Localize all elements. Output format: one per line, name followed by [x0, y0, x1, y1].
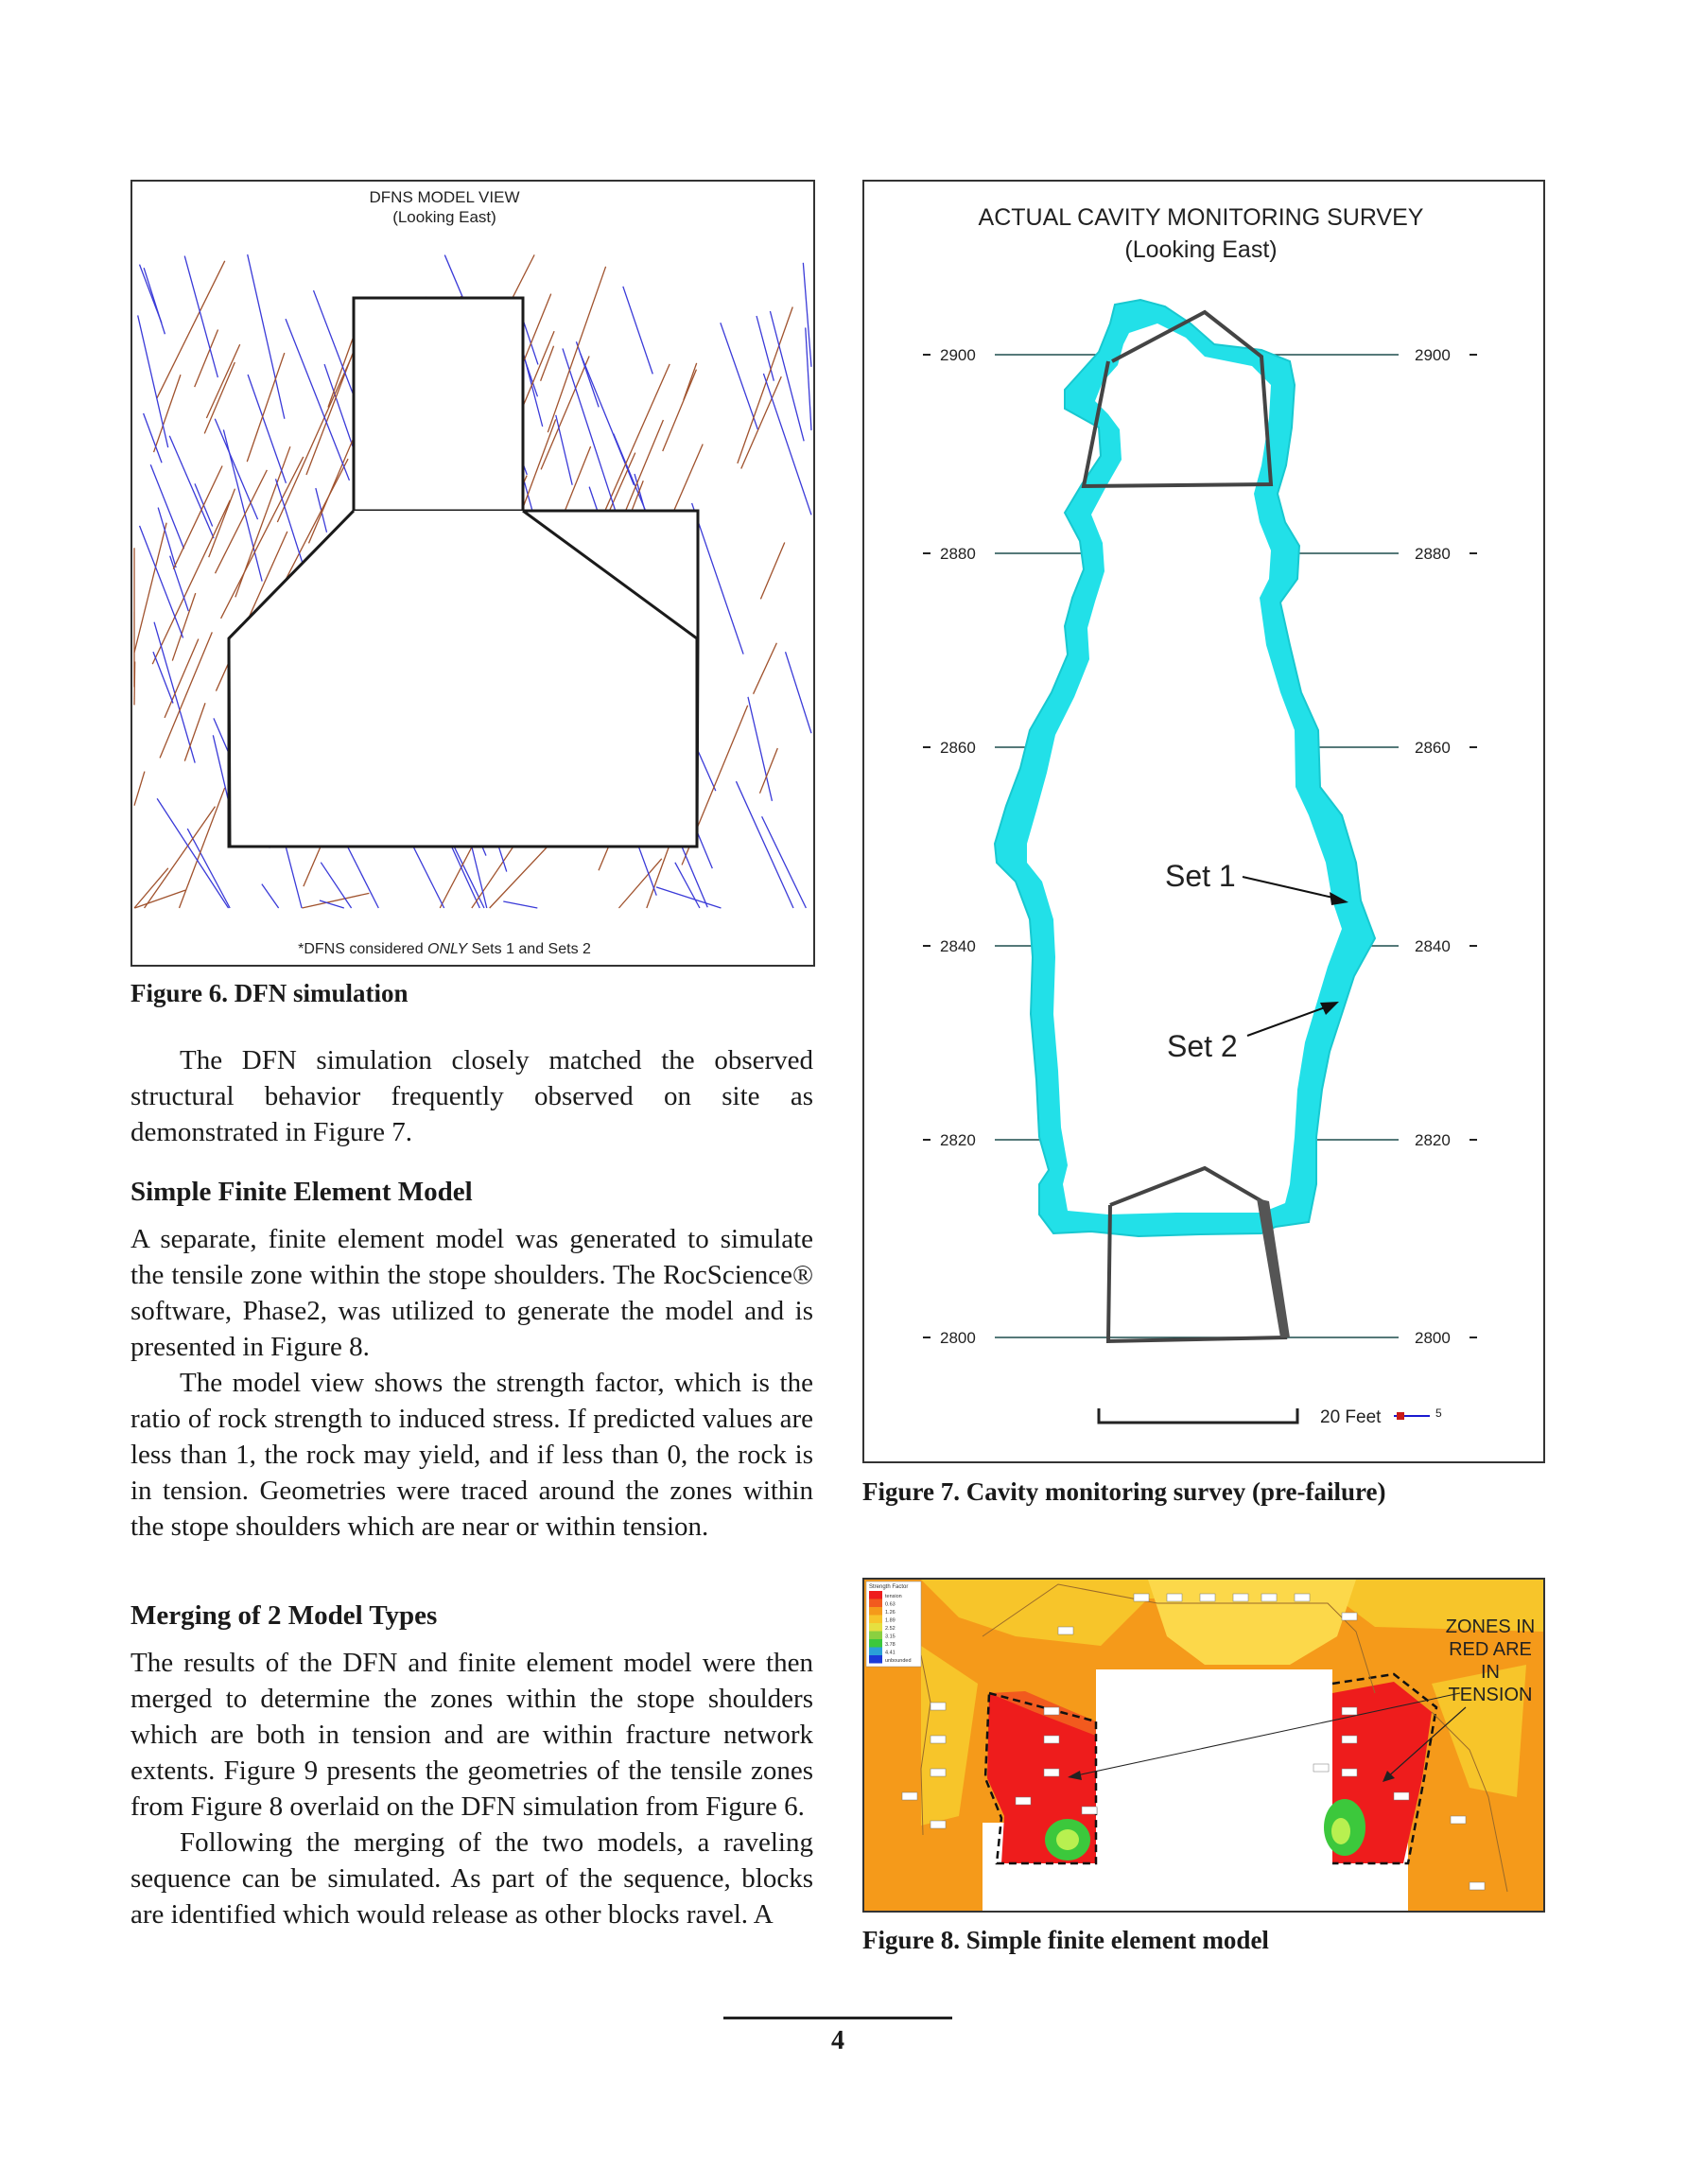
annotation-line4: TENSION: [1448, 1685, 1533, 1705]
value-tag: [930, 1821, 946, 1828]
figure-6-caption: Figure 6. DFN simulation: [130, 979, 409, 1007]
value-tag: [1044, 1769, 1059, 1776]
legend-value: 3.78: [885, 1642, 896, 1648]
figure-7-caption: Figure 7. Cavity monitoring survey (pre-failure): [862, 1477, 1386, 1506]
scale-label: 20 Feet: [1320, 1407, 1382, 1427]
figure-7-cavity-survey: [862, 180, 1545, 1463]
value-tag: [1342, 1613, 1357, 1620]
legend-swatch: [869, 1623, 882, 1632]
body-paragraph-4: The results of the DFN and finite element model were then merged to determine the zones within the stope shoulders which are both in tension and are within fracture network extents. Figure 9 presents the geometries of the tensile zones from Figure 8 overlaid on the DFN simulation from Figure 6. Following the merging of the two models, a raveling sequence can be simulated. As part of the sequence, blocks are identified which would release as other blocks ravel. A: [130, 1645, 813, 1932]
legend-swatch: [869, 1616, 882, 1624]
value-tag: [1342, 1736, 1357, 1743]
elevation-label-left: 2820: [940, 1131, 976, 1149]
figure-8-caption: Figure 8. Simple finite element model: [862, 1926, 1269, 1954]
legend-value: unbounded: [885, 1658, 912, 1664]
figure-6-dfn-view: [130, 180, 815, 967]
value-tag: [1044, 1707, 1059, 1715]
set2-label: Set 2: [1167, 1029, 1238, 1063]
elevation-label-right: 2840: [1415, 937, 1451, 955]
value-tag: [1016, 1797, 1031, 1805]
legend-swatch: [869, 1607, 882, 1616]
elevation-label-right: 2800: [1415, 1329, 1451, 1347]
annotation-line3: IN: [1481, 1662, 1500, 1683]
legend-title: Strength Factor: [869, 1584, 909, 1590]
value-tag: [1394, 1792, 1409, 1800]
value-tag: [1167, 1594, 1182, 1601]
legend-value: 1.26: [885, 1610, 896, 1616]
legend-swatch: [869, 1599, 882, 1608]
legend-swatch: [869, 1648, 882, 1656]
scale-small-label: 5: [1435, 1406, 1442, 1420]
legend-swatch: [869, 1591, 882, 1599]
value-tag: [930, 1703, 946, 1710]
elevation-label-left: 2800: [940, 1329, 976, 1347]
value-tag: [1342, 1707, 1357, 1715]
scale-bar: [1099, 1408, 1297, 1423]
set1-label: Set 1: [1165, 859, 1236, 893]
value-tag: [930, 1736, 946, 1743]
value-tag: [1082, 1807, 1097, 1814]
elevation-label-right: 2820: [1415, 1131, 1451, 1149]
legend-value: 2.52: [885, 1626, 896, 1632]
fig6-title-line2: (Looking East): [392, 208, 496, 226]
legend-value: 0.63: [885, 1601, 896, 1608]
value-tag: [902, 1792, 917, 1800]
body-paragraph-1: The DFN simulation closely matched the observed structural behavior frequently observed on site as demonstrated in Figure 7.: [130, 1045, 813, 1147]
value-tag: [930, 1769, 946, 1776]
legend-swatch: [869, 1639, 882, 1648]
elevation-label-right: 2860: [1415, 739, 1451, 757]
body-paragraph-2: A separate, finite element model was generated to simulate the tensile zone within the stope shoulders. The RocScience® software, Phase2, was utilized to generate the model and is presented in Figure 8. The model view shows the strength factor, which is the ratio of rock strength to induced stress. If predicted values are less than 1, the rock may yield, and if less than 0, the rock is in tension. Geometries were traced around the zones within the stope shoulders which are near or within tension.: [130, 1221, 813, 1545]
value-tag: [1200, 1594, 1215, 1601]
footer-rule: [723, 2017, 952, 2019]
value-tag: [1233, 1594, 1248, 1601]
heading-simple-finite-element-model: Simple Finite Element Model: [130, 1177, 473, 1207]
value-tag: [1342, 1769, 1357, 1776]
value-tag: [1313, 1764, 1329, 1772]
legend-value: tension: [885, 1594, 902, 1599]
value-tag: [1451, 1816, 1466, 1824]
annotation-line2: RED ARE: [1449, 1639, 1532, 1660]
annotation-line1: ZONES IN: [1445, 1616, 1536, 1637]
page-number: 4: [831, 2026, 844, 2055]
fig7-title-line2: (Looking East): [1124, 236, 1278, 263]
body-paragraph-5: Following the merging of the two models, a raveling sequence can be simulated. As part of the sequence, blocks are identified which would release as other blocks ravel. A: [130, 1827, 813, 1930]
figure-8-finite-element-model: [862, 1578, 1545, 1913]
legend-swatch: [869, 1655, 882, 1664]
value-tag: [1470, 1882, 1485, 1890]
fig6-footnote: *DFNS considered ONLY Sets 1 and Sets 2: [298, 941, 591, 957]
fig7-title-line1: ACTUAL CAVITY MONITORING SURVEY: [978, 204, 1424, 231]
elevation-label-right: 2880: [1415, 545, 1451, 563]
value-tag: [1134, 1594, 1149, 1601]
elevation-label-left: 2900: [940, 346, 976, 364]
elevation-label-right: 2900: [1415, 346, 1451, 364]
legend-value: 3.15: [885, 1634, 896, 1640]
elevation-label-left: 2860: [940, 739, 976, 757]
value-tag: [1044, 1736, 1059, 1743]
value-tag: [1058, 1627, 1073, 1634]
elevation-label-left: 2840: [940, 937, 976, 955]
value-tag: [1295, 1594, 1310, 1601]
legend-value: 1.89: [885, 1617, 896, 1624]
fig6-title-line1: DFNS MODEL VIEW: [369, 188, 520, 206]
legend-value: 4.41: [885, 1650, 896, 1656]
body-paragraph-3: The model view shows the strength factor, which is the ratio of rock strength to induced stress. If predicted values are less than 1, the rock may yield, and if less than 0, the rock is in tension. Geometries were traced around the zones within the stope shoulders which are near or within tension.: [130, 1368, 813, 1542]
value-tag: [1261, 1594, 1277, 1601]
elevation-label-left: 2880: [940, 545, 976, 563]
legend-swatch: [869, 1632, 882, 1640]
heading-merging-model-types: Merging of 2 Model Types: [130, 1600, 438, 1631]
